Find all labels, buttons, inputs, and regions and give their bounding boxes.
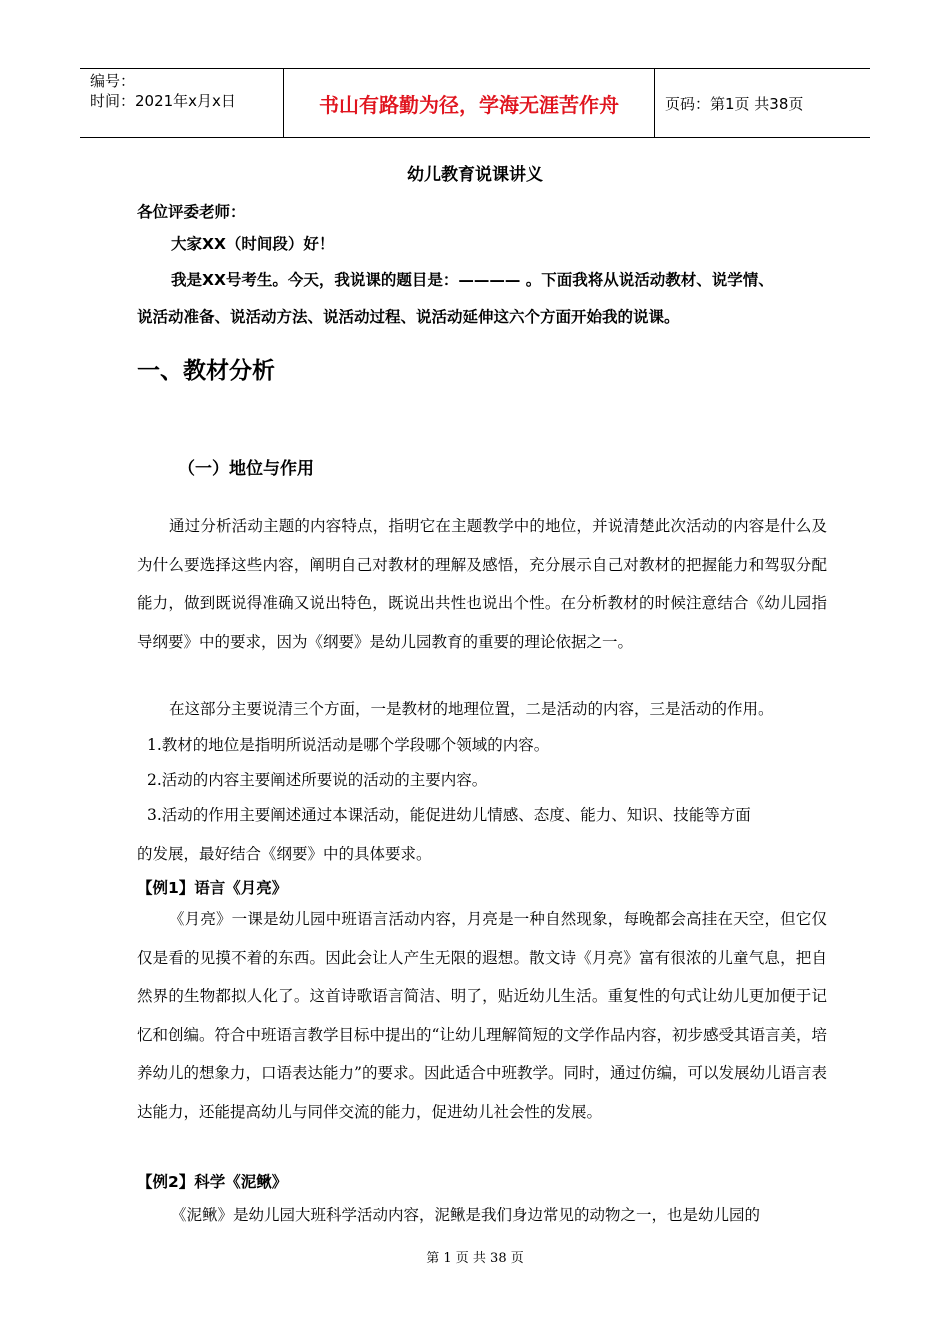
list-item-2: 2.活动的内容主要阐述所要说的活动的主要内容。	[147, 771, 488, 789]
document-title: 幼儿教育说课讲义	[407, 165, 543, 185]
list-item-3-line-2: 的发展，最好结合《纲要》中的具体要求。	[137, 845, 432, 863]
document-number-label: 编号：	[90, 72, 136, 90]
list-item-3-line-1: 3.活动的作用主要阐述通过本课活动，能促进幼儿情感、态度、能力、知识、技能等方面	[147, 806, 751, 824]
greeting: 各位评委老师：	[137, 203, 246, 221]
intro-line-1: 我是XX号考生。今天，我说课的题目是：———— 。下面我将从说活动教材、说学情、	[171, 271, 774, 289]
example-2-title: 【例2】科学《泥鳅》	[137, 1173, 288, 1191]
paragraph-analysis: 通过分析活动主题的内容特点，指明它在主题教学中的地位，并说清楚此次活动的内容是什么及为什么要选择这些内容，阐明自己对教材的理解及感悟，充分展示自己对教材的把握能力和驾驭分配能力，做到既说得准确又说出特色，既说出共性也说出个性。在分析教材的时候注意结合《幼儿园指导纲要》中的要求，因为《纲要》是幼儿园教育的重要的理论依据之一。	[137, 517, 827, 651]
header-motto: 书山有路勤为径，学海无涯苦作舟	[283, 69, 655, 137]
intro-line-2: 说活动准备、说活动方法、说活动过程、说活动延伸这六个方面开始我的说课。	[137, 308, 680, 326]
section-heading-textbook-analysis: 一、教材分析	[137, 358, 275, 384]
hello-line: 大家XX（时间段）好！	[171, 235, 335, 253]
subsection-heading-role: （一）地位与作用	[178, 459, 314, 479]
example-1-text: 《月亮》一课是幼儿园中班语言活动内容，月亮是一种自然现象，每晚都会高挂在天空，但它仅仅是看的见摸不着的东西。因此会让人产生无限的遐想。散文诗《月亮》富有很浓的儿童气息，把自然界的生物都拟人化了。这首诗歌语言简洁、明了，贴近幼儿生活。重复性的句式让幼儿更加便于记忆和创编。符合中班语言教学目标中提出的“让幼儿理解简短的文学作品内容，初步感受其语言美，培养幼儿的想象力，口语表达能力”的要求。因此适合中班教学。同时，通过仿编，可以发展幼儿语言表达能力，还能提高幼儿与同伴交流的能力，促进幼儿社会性的发展。	[137, 910, 827, 1121]
example-1-title: 【例1】语言《月亮》	[137, 879, 288, 897]
header-page-info: 页码：第1页 共38页	[665, 94, 804, 113]
header-table	[80, 68, 870, 138]
example-2-text: 《泥鳅》是幼儿园大班科学活动内容，泥鳅是我们身边常见的动物之一，也是幼儿园的	[171, 1206, 761, 1224]
document-time-label: 时间：2021年x月x日	[90, 92, 236, 110]
header-meta-cell	[80, 69, 283, 137]
page-footer: 第 1 页 共 38 页	[426, 1251, 524, 1266]
paragraph-three-aspects: 在这部分主要说清三个方面，一是教材的地理位置，二是活动的内容，三是活动的作用。	[169, 700, 774, 718]
list-item-1: 1.教材的地位是指明所说活动是哪个学段哪个领域的内容。	[147, 736, 550, 754]
